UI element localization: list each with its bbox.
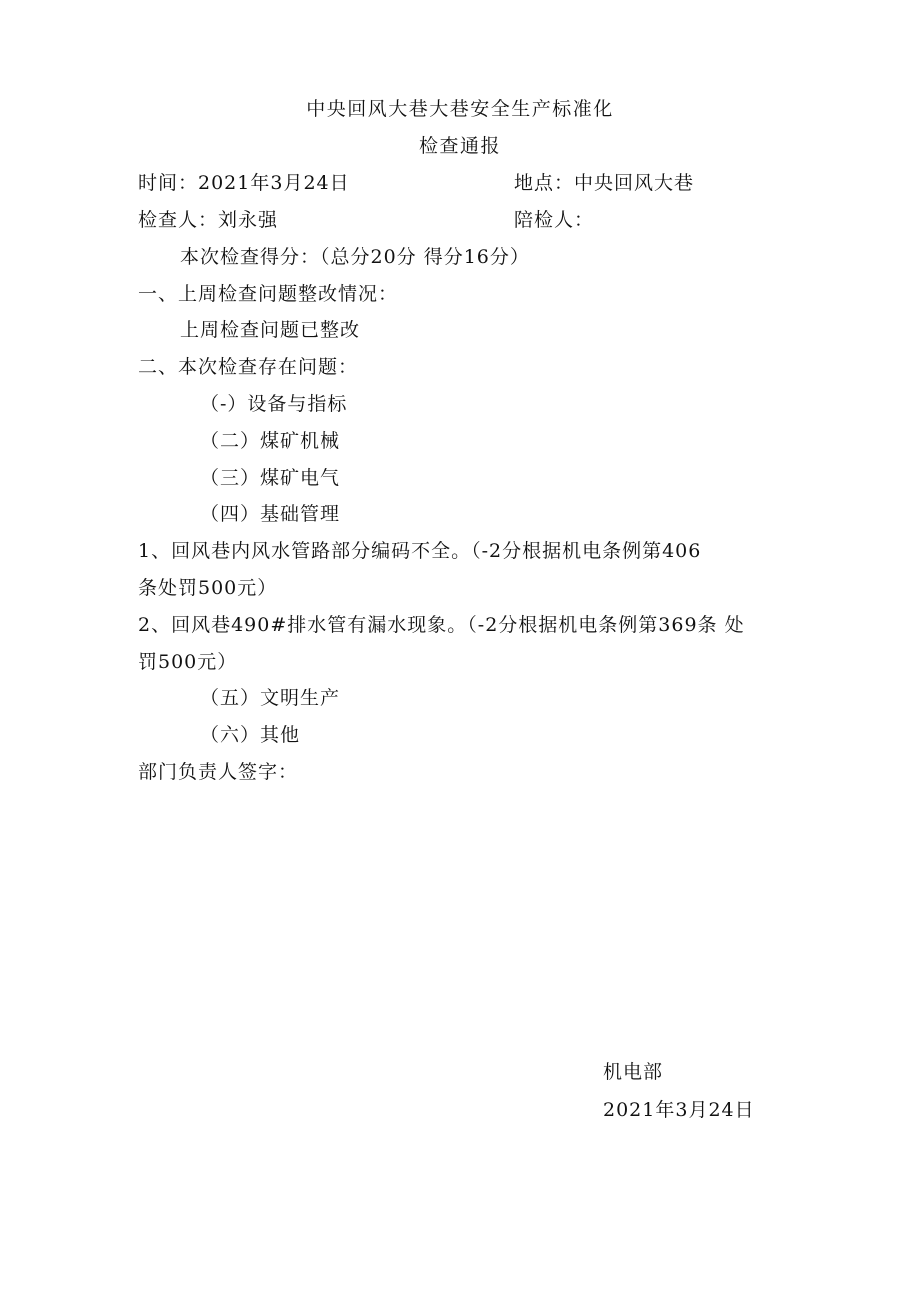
section1-heading: 一、上周检查问题整改情况： <box>138 283 399 305</box>
category-item: （二）煤矿机械 <box>200 430 341 452</box>
category-item: （-）设备与指标 <box>200 393 348 415</box>
inspection-time: 时间：2021年3月24日 <box>138 172 350 194</box>
score-summary: 本次检查得分：（总分20分 得分16分） <box>180 246 530 268</box>
category-item: （三）煤矿电气 <box>200 467 341 489</box>
issue-item: 1、回风巷内风水管路部分编码不全。（-2分根据机电条例第406 <box>138 540 702 562</box>
report-subtitle: 检查通报 <box>418 135 501 157</box>
category-item: （六）其他 <box>200 724 301 746</box>
category-item: （五）文明生产 <box>200 687 341 709</box>
issue-item-continued: 条处罚500元） <box>138 577 278 599</box>
accompanying-inspector: 陪检人： <box>514 209 595 231</box>
report-title: 中央回风大巷大巷安全生产标准化 <box>306 98 614 120</box>
issue-item-continued: 罚500元） <box>138 651 238 673</box>
section1-body: 上周检查问题已整改 <box>180 319 361 341</box>
department-name: 机电部 <box>603 1061 664 1083</box>
report-date: 2021年3月24日 <box>603 1099 755 1121</box>
category-item: （四）基础管理 <box>200 503 341 525</box>
issue-item: 2、回风巷490#排水管有漏水现象。（-2分根据机电条例第369条 处 <box>138 614 745 636</box>
inspection-location: 地点：中央回风大巷 <box>514 172 695 194</box>
signature-label: 部门负责人签字： <box>138 761 299 783</box>
section2-heading: 二、本次检查存在问题： <box>138 356 359 378</box>
inspector: 检查人：刘永强 <box>138 209 279 231</box>
